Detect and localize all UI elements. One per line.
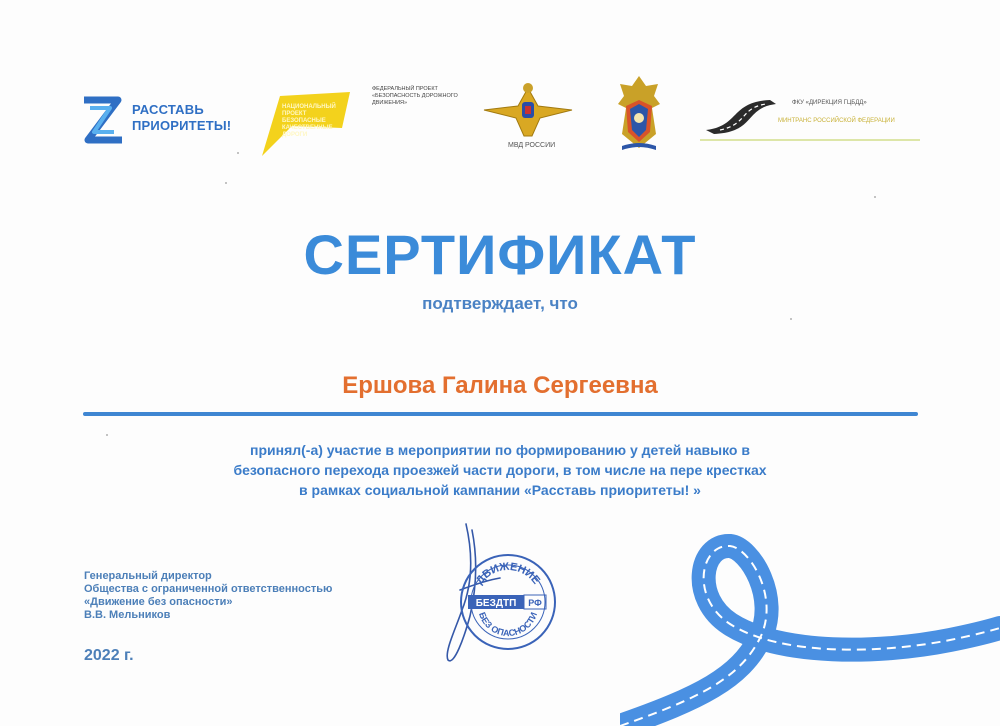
rasstav-prioritety-logo	[80, 92, 240, 148]
road-logo-line2: МИНТРАНС РОССИЙСКОЙ ФЕДЕРАЦИИ	[778, 118, 895, 124]
national-project-line4: ДОРОГИ	[282, 132, 308, 138]
gibdd-shield-logo	[612, 74, 666, 154]
participation-line-2: безопасного перехода проезжей части дороги, в том числе на пере крестках	[233, 462, 767, 478]
road-directorate-logo	[700, 94, 920, 144]
national-project-line1: НАЦИОНАЛЬНЫЙ ПРОЕКТ	[282, 104, 336, 117]
decorative-road-graphic	[620, 528, 1000, 726]
road-logo-line1: ФКУ «ДИРЕКЦИЯ ГЦБДД»	[792, 100, 867, 106]
participation-line-1: принял(-а) участие в мероприятии по формированию у детей навыко в	[250, 442, 750, 458]
recipient-name: Ершова Галина Сергеевна	[342, 372, 658, 399]
mvd-caption: МВД РОССИИ	[508, 142, 556, 149]
scan-speck	[225, 182, 227, 184]
eagle-emblem-icon	[482, 80, 574, 142]
rasstav-logo-line1: РАССТАВЬ	[132, 102, 204, 117]
national-project-logo	[252, 84, 352, 159]
rasstav-logo-line2: ПРИОРИТЕТЫ!	[132, 118, 232, 133]
national-project-line2: БЕЗОПАСНЫЕ	[282, 118, 326, 124]
company-stamp	[458, 552, 558, 652]
rasstav-z-icon	[80, 92, 126, 148]
signer-org-type: Общества с ограниченной ответственностью	[84, 583, 333, 595]
signer-org-name: «Движение без опасности»	[84, 596, 233, 608]
scan-speck	[106, 434, 108, 436]
bdd-line3: ДВИЖЕНИЯ»	[372, 100, 408, 106]
signer-name: В.В. Мельников	[84, 609, 171, 621]
bdd-project-logo	[372, 86, 462, 116]
national-project-line3: КАЧЕСТВЕННЫЕ	[282, 125, 333, 131]
stamp-rf-text: РФ	[528, 598, 542, 608]
confirms-text: подтверждает, что	[422, 294, 578, 313]
year-text: 2022 г.	[84, 647, 134, 664]
stamp-bottom-text: БЕЗ ОПАСНОСТИ	[476, 610, 540, 639]
rasstav-logo-text	[132, 102, 231, 134]
scan-speck	[237, 152, 239, 154]
stamp-center-text: БЕЗДТП	[475, 598, 517, 609]
divider-line	[83, 412, 918, 416]
signer-block	[84, 570, 332, 622]
shield-icon	[612, 74, 666, 154]
participation-line-3: в рамках социальной кампании «Расставь приоритеты! »	[299, 482, 701, 498]
svg-text:БЕЗ ОПАСНОСТИ	[477, 611, 539, 638]
mvd-logo	[482, 80, 574, 155]
national-project-text	[282, 104, 342, 139]
bdd-line1: ФЕДЕРАЛЬНЫЙ ПРОЕКТ	[372, 86, 438, 92]
scan-speck	[790, 318, 792, 320]
bdd-line2: «БЕЗОПАСНОСТЬ ДОРОЖНОГО	[372, 93, 458, 99]
scan-speck	[874, 196, 876, 198]
svg-text:ДВИЖЕНИЕ	[474, 561, 542, 587]
signer-position: Генеральный директор	[84, 570, 212, 582]
participation-text	[150, 440, 850, 500]
stamp-top-text: ДВИЖЕНИЕ	[473, 560, 543, 587]
certificate-title: СЕРТИФИКАТ	[303, 223, 697, 286]
